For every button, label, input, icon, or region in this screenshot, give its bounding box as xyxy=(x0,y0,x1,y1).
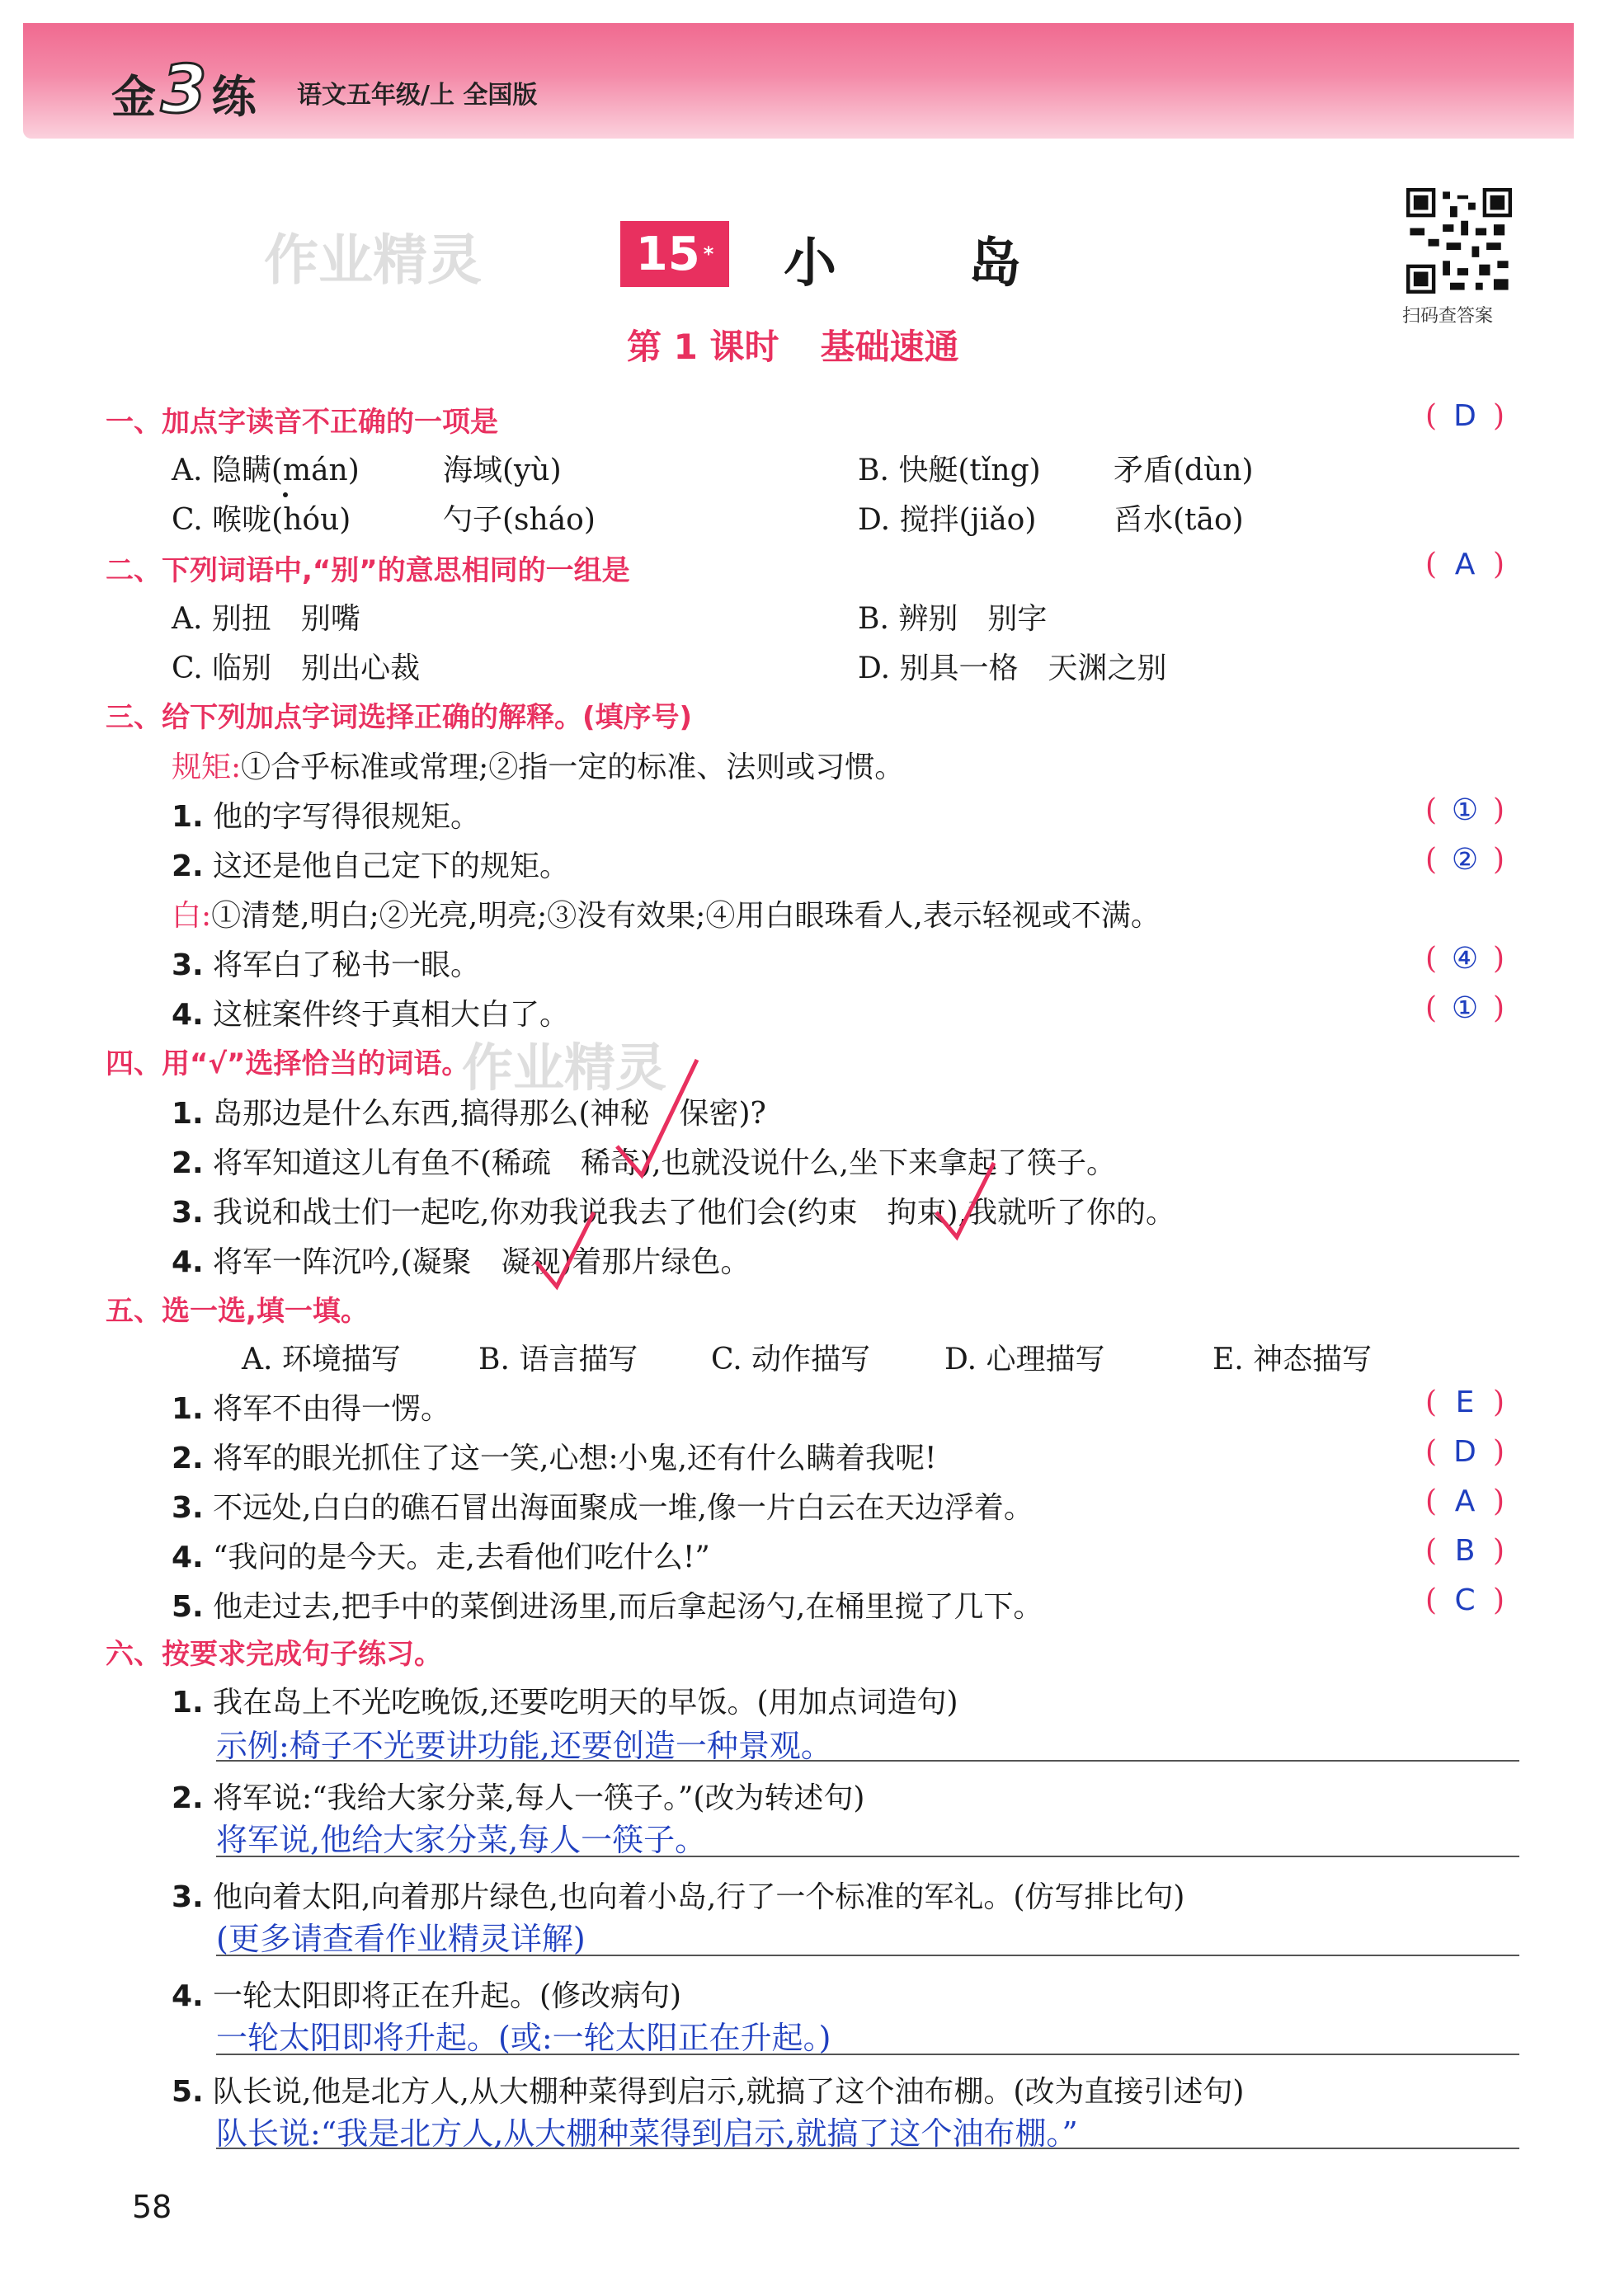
option-c: C. 喉咙(hóu) xyxy=(172,503,351,537)
option-b-2: 矛盾(dùn) xyxy=(1114,454,1254,487)
option-a: A. 别扭 别嘴 xyxy=(172,602,360,636)
choice-option: E. 神态描写 xyxy=(1213,1343,1373,1376)
answer-line xyxy=(216,2148,1519,2149)
answer-box: ( A ) xyxy=(1425,1484,1505,1518)
handwritten-answer: 队长说:“我是北方人,从大棚种菜得到启示,就搞了这个油布棚。” xyxy=(216,2115,1078,2152)
question-item: 1. 他的字写得很规矩。 xyxy=(172,800,481,834)
option-d-2: 舀水(tāo) xyxy=(1114,503,1244,537)
question-item: 1. 岛那边是什么东西,搞得那么(神秘 保密)? xyxy=(172,1097,766,1131)
watermark: 作业精灵 xyxy=(264,228,482,292)
section-4-title: 四、用“√”选择恰当的词语。 xyxy=(106,1047,470,1080)
lesson-title: 小岛 xyxy=(784,233,1153,294)
option-c: C. 临别 别出心裁 xyxy=(172,652,421,685)
question-item: 3. 他向着太阳,向着那片绿色,也向着小岛,行了一个标准的军礼。(仿写排比句) xyxy=(172,1880,1185,1914)
qr-label: 扫码查答案 xyxy=(1402,306,1494,327)
lesson-subtitle: 第 1 课时 基础速通 xyxy=(627,327,959,367)
option-c-2: 勺子(sháo) xyxy=(443,503,596,537)
answer-line xyxy=(216,1955,1519,1956)
question-item: 2. 这还是他自己定下的规矩。 xyxy=(172,849,570,883)
answer-box: ( D ) xyxy=(1425,1435,1505,1469)
edition-label: 语文五年级/上 全国版 xyxy=(297,81,538,110)
handwritten-answer: 示例:椅子不光要讲功能,还要创造一种景观。 xyxy=(216,1728,832,1764)
question-item: 4. 将军一阵沉吟,(凝聚 凝视)着那片绿色。 xyxy=(172,1245,751,1279)
section-6-title: 六、按要求完成句子练习。 xyxy=(106,1638,442,1671)
answer-box: ( A ) xyxy=(1425,548,1505,581)
section-5-title: 五、选一选,填一填。 xyxy=(106,1295,369,1328)
option-b: B. 快艇(tǐng) xyxy=(858,454,1041,487)
answer-box: ( C ) xyxy=(1425,1583,1505,1617)
question-item: 4. 这桩案件终于真相大白了。 xyxy=(172,998,570,1032)
lesson-number-badge: 15 * xyxy=(620,221,729,287)
answer-line xyxy=(216,2054,1519,2055)
answer-box: ( ① ) xyxy=(1425,991,1505,1025)
answer-line xyxy=(216,1760,1519,1762)
check-mark-icon xyxy=(932,1159,998,1241)
answer-box: ( B ) xyxy=(1425,1534,1505,1568)
check-mark-icon xyxy=(610,1056,701,1179)
answer-box: ( ① ) xyxy=(1425,793,1505,827)
option-d: D. 别具一格 天渊之别 xyxy=(858,652,1167,685)
question-item: 2. 将军说:“我给大家分菜,每人一筷子。”(改为转述句) xyxy=(172,1781,865,1815)
question-item: 3. 我说和战士们一起吃,你劝我说我去了他们会(约束 拘束),我就听了你的。 xyxy=(172,1196,1175,1230)
question-item: 2. 将军知道这儿有鱼不(稀疏 稀奇),也就没说什么,坐下来拿起了筷子。 xyxy=(172,1146,1116,1180)
option-a: A. 隐瞒(mán) xyxy=(172,447,360,489)
answer-box: ( ④ ) xyxy=(1425,942,1505,976)
question-item: 4. “我问的是今天。走,去看他们吃什么!” xyxy=(172,1541,710,1574)
section-2-title: 二、下列词语中,“别”的意思相同的一组是 xyxy=(106,554,630,587)
page-number: 58 xyxy=(132,2189,172,2225)
watermark: 作业精灵 xyxy=(462,1037,667,1098)
question-item: 2. 将军的眼光抓住了这一笑,心想:小鬼,还有什么瞒着我呢! xyxy=(172,1442,937,1475)
definition-guiju: 规矩:①合乎标准或常理;②指一定的标准、法则或习惯。 xyxy=(172,750,905,784)
answer-box: ( ② ) xyxy=(1425,843,1505,877)
question-item: 5. 队长说,他是北方人,从大棚种菜得到启示,就搞了这个油布棚。(改为直接引述句) xyxy=(172,2075,1245,2109)
option-a-2: 海域(yù) xyxy=(443,454,562,487)
answer-box: ( D ) xyxy=(1425,399,1505,433)
question-item: 3. 将军白了秘书一眼。 xyxy=(172,948,481,982)
question-item: 4. 一轮太阳即将正在升起。(修改病句) xyxy=(172,1979,682,2013)
question-item: 3. 不远处,白白的礁石冒出海面聚成一堆,像一片白云在天边浮着。 xyxy=(172,1491,1034,1525)
qr-code-icon[interactable] xyxy=(1406,188,1512,294)
handwritten-answer: (更多请查看作业精灵详解) xyxy=(216,1921,586,1957)
answer-line xyxy=(216,1856,1519,1857)
definition-bai: 白:①清楚,明白;②光亮,明亮;③没有效果;④用白眼珠看人,表示轻视或不满。 xyxy=(172,899,1161,933)
choice-option: B. 语言描写 xyxy=(478,1343,638,1376)
choice-option: C. 动作描写 xyxy=(711,1343,871,1376)
handwritten-answer: 将军说,他给大家分菜,每人一筷子。 xyxy=(216,1822,707,1858)
question-item: 5. 他走过去,把手中的菜倒进汤里,而后拿起汤勺,在桶里搅了几下。 xyxy=(172,1590,1043,1624)
handwritten-answer: 一轮太阳即将升起。(或:一轮太阳正在升起。) xyxy=(216,2020,831,2056)
brand-logo: 金3练 xyxy=(111,51,258,128)
section-1-title: 一、加点字读音不正确的一项是 xyxy=(106,406,498,439)
option-d: D. 搅拌(jiǎo) xyxy=(858,503,1037,537)
section-3-title: 三、给下列加点字词选择正确的解释。(填序号) xyxy=(106,701,693,734)
choice-option: D. 心理描写 xyxy=(944,1343,1105,1376)
check-mark-icon xyxy=(532,1208,598,1291)
answer-box: ( E ) xyxy=(1425,1386,1505,1419)
choice-option: A. 环境描写 xyxy=(242,1343,401,1376)
question-item: 1. 将军不由得一愣。 xyxy=(172,1392,451,1426)
option-b: B. 辨别 别字 xyxy=(858,602,1048,636)
question-item: 1. 我在岛上不光吃晚饭,还要吃明天的早饭。(用加点词造句) xyxy=(172,1686,958,1720)
